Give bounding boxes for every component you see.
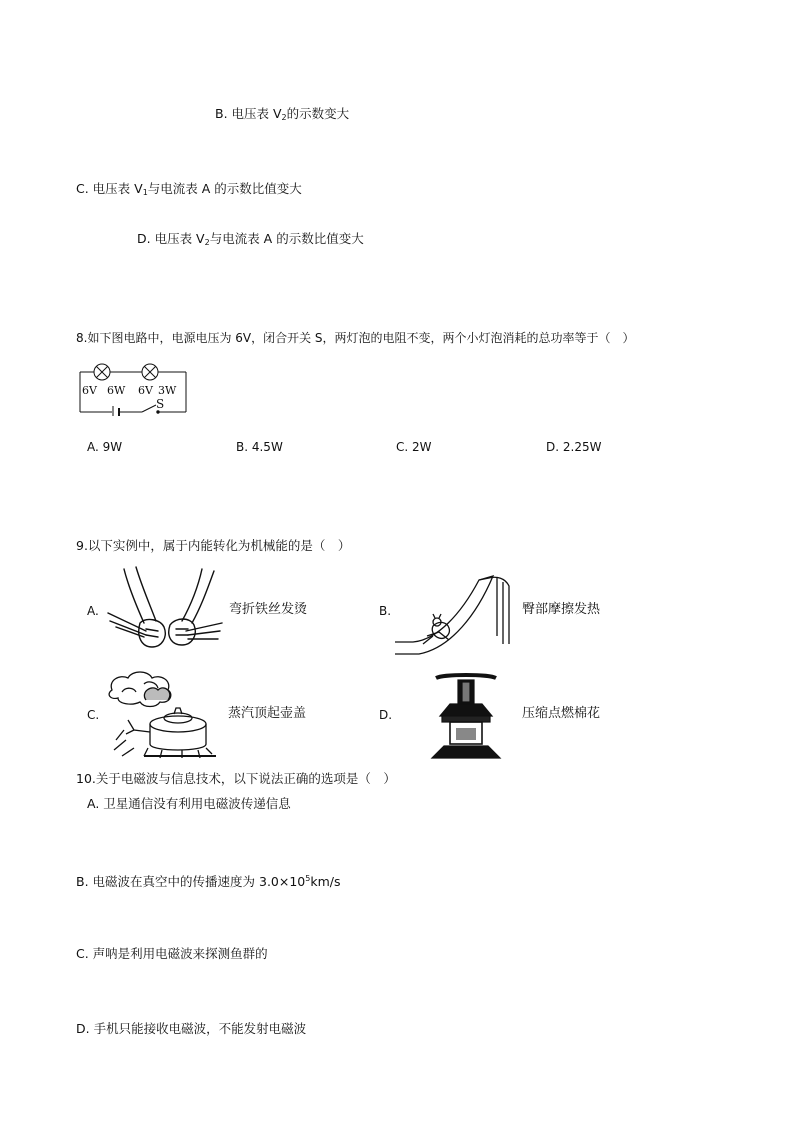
q10-option-a: A. 卫星通信没有利用电磁波传递信息 [87,796,291,811]
q10-option-c: C. 声呐是利用电磁波来探测鱼群的 [76,946,268,961]
q8-option-c: C. 2W [396,440,432,454]
q9-option-a-letter: A. [87,604,99,618]
switch-label: S [156,397,165,411]
q9-option-d-caption: 压缩点燃棉花 [522,706,601,721]
circuit-diagram [78,362,190,416]
q9-option-b-letter: B. [379,604,392,618]
lamp2-voltage-label: 6V [138,384,153,397]
q8-option-a: A. 9W [87,440,123,454]
q9-option-b-caption: 臀部摩擦发热 [522,602,601,617]
compression-cylinder-icon [420,670,512,762]
q8-option-b: B. 4.5W [236,440,283,454]
q10-option-b: B. 电磁波在真空中的传播速度为 $3.0\times 10^5km/s$ [76,874,341,889]
q8-stem: 8.如下图电路中，电源电压为 6V，闭合开关 S，两灯泡的电阻不变，两个小灯泡消耗的总功率等于（ ） [76,331,635,345]
q7-option-d: D. 电压表 $V_2$与电流表 A 的示数比值变大 [137,231,364,247]
q9-stem: 9.以下实例中，属于内能转化为机械能的是（ ） [76,538,351,553]
slide-icon [393,574,515,658]
q9-option-d-letter: D. [379,708,393,722]
bending-wire-icon [106,565,224,657]
q9-option-a-caption: 弯折铁丝发烫 [229,602,308,617]
lamp2-power-label: 3W [158,384,177,397]
q9-option-c-caption: 蒸汽顶起壶盖 [228,706,307,721]
q9-option-c-letter: C. [87,708,100,722]
lamp1-power-label: 6W [107,384,126,397]
kettle-steam-icon [104,670,222,762]
q7-option-b: B. 电压表 $V_2$的示数变大 [215,106,350,122]
q8-option-d: D. 2.25W [546,440,602,454]
q7-option-c: C. 电压表 $V_1$与电流表 A 的示数比值变大 [76,181,302,197]
q10-stem: 10.关于电磁波与信息技术，以下说法正确的选项是（ ） [76,771,396,786]
q10-option-d: D. 手机只能接收电磁波，不能发射电磁波 [76,1021,307,1036]
lamp1-voltage-label: 6V [82,384,97,397]
